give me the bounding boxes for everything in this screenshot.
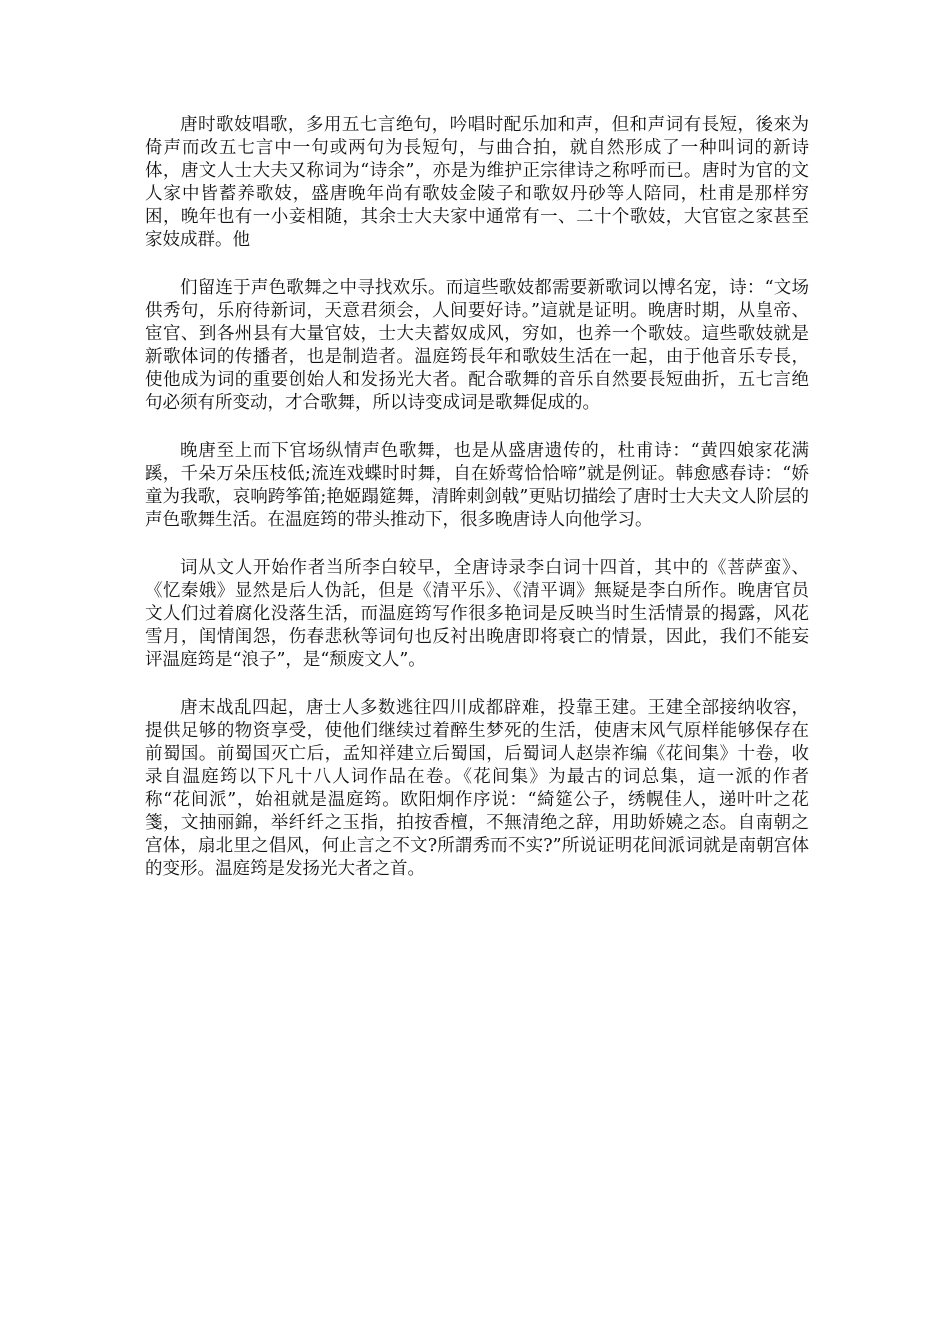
paragraph-5: 唐末战乱四起，唐士人多数逃往四川成都辟难，投靠王建。王建全部接纳收容，提供足够的物资享受，使他们继续过着醉生梦死的生活，使唐末风气原样能够保存在前蜀国。前蜀国灭亡后，孟知祥建立后蜀国，后蜀词人赵崇祚编《花间集》十卷，收录自温庭筠以下凡十八人词作品在卷。《花间集》为最古的词总集，這一派的作者称“花间派”，始祖就是温庭筠。欧阳炯作序说：“綺筵公子，绣幌佳人，递叶叶之花箋，文抽丽錦，举纤纤之玉指，拍按香檀，不無清绝之辞，用助娇嬈之态。自南朝之宫体，扇北里之倡风，何止言之不文?所謂秀而不实?”所说证明花间派词就是南朝宫体的变形。温庭筠是发扬光大者之首。 [145, 698, 809, 879]
paragraph-3: 晚唐至上而下官场纵情声色歌舞，也是从盛唐遗传的，杜甫诗：“黄四娘家花满蹊，千朵万朵压枝低;流连戏蝶时时舞，自在娇莺恰恰啼”就是例证。韩愈感春诗：“娇童为我歌，哀响跨筝笛;艳姬蹋筵舞，清眸刺剑戟”更贴切描绘了唐时士大夫文人阶层的声色歌舞生活。在温庭筠的带头推动下，很多晚唐诗人向他学习。 [145, 441, 809, 530]
paragraph-2: 们留连于声色歌舞之中寻找欢乐。而這些歌妓都需要新歌词以博名宠，诗：“文场供秀句，乐府待新词，天意君须会，人间要好诗。”這就是证明。晚唐时期，从皇帝、宦官、到各州县有大量官妓，士大夫蓄奴成风，穷如，也养一个歌妓。這些歌妓就是新歌体词的传播者，也是制造者。温庭筠長年和歌妓生活在一起，由于他音乐专長，使他成为词的重要创始人和发扬光大者。配合歌舞的音乐自然要長短曲折，五七言绝句必须有所变动，才合歌舞，所以诗变成词是歌舞促成的。 [145, 278, 809, 413]
document-body [145, 114, 809, 906]
paragraph-1: 唐时歌妓唱歌，多用五七言绝句，吟唱时配乐加和声，但和声词有長短，後來为倚声而改五七言中一句或两句为長短句，与曲合拍，就自然形成了一种叫词的新诗体，唐文人士大夫又称词为“诗余”，亦是为维护正宗律诗之称呼而已。唐时为官的文人家中皆蓄养歌妓，盛唐晚年尚有歌妓金陵子和歌奴丹砂等人陪同，杜甫是那样穷困，晚年也有一小妾相随，其余士大夫家中通常有一、二十个歌妓，大官宦之家甚至家妓成群。他 [145, 115, 809, 250]
paragraph-4: 词从文人开始作者当所李白较早，全唐诗录李白词十四首，其中的《菩萨蛮》、《忆秦娥》显然是后人伪託，但是《清平乐》、《清平调》無疑是李白所作。晚唐官员文人们过着腐化没落生活，而温庭筠写作很多艳词是反映当时生活情景的揭露，风花雪月，闺情闺怨，伤春悲秋等词句也反衬出晚唐即将衰亡的情景，因此，我们不能妄评温庭筠是“浪子”，是“颓废文人”。 [145, 558, 809, 670]
